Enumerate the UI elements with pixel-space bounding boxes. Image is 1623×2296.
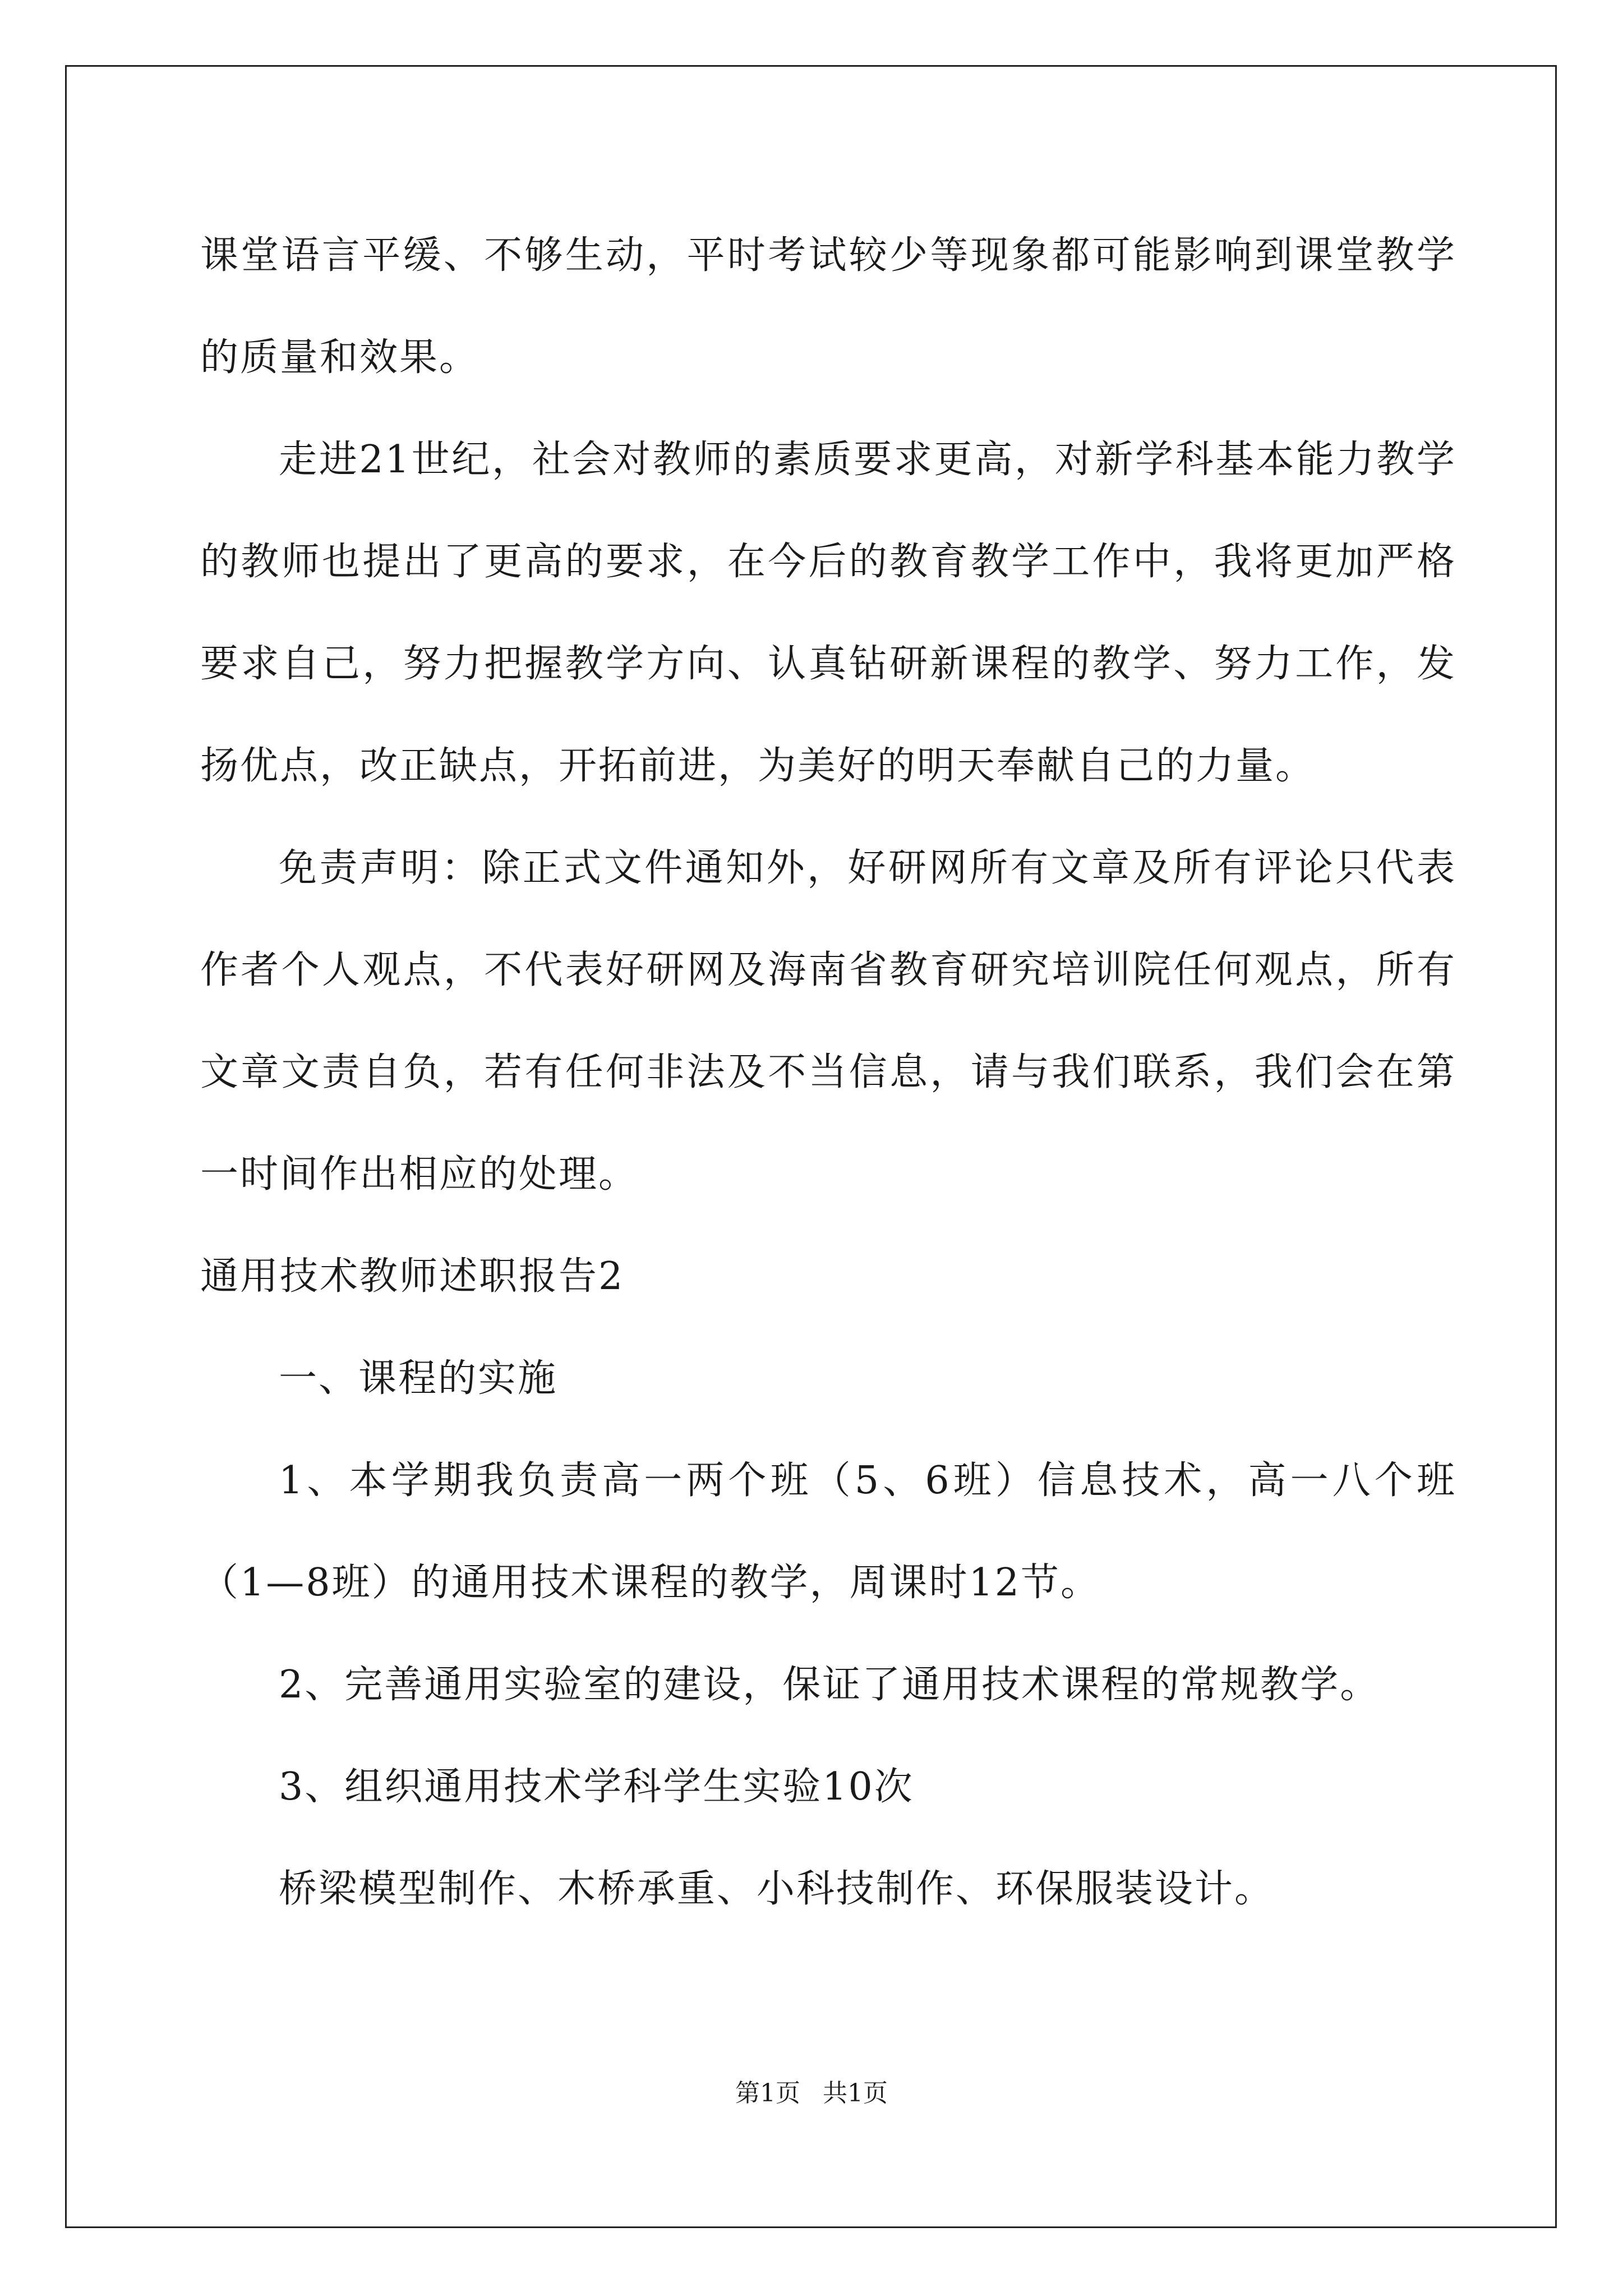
paragraph-continuation: 课堂语言平缓、不够生动，平时考试较少等现象都可能影响到课堂教学的质量和效果。 xyxy=(200,233,1456,380)
paragraph-disclaimer: 免责声明：除正式文件通知外，好研网所有文章及所有评论只代表作者个人观点，不代表好研网及海南省教育研究培训院任何观点，所有文章文责自负，若有任何非法及不当信息，请与我们联系，我们会在第一时间作出相应的处理。 xyxy=(200,846,1456,1197)
page-footer xyxy=(0,2073,1623,2109)
list-item-3: 3、组织通用技术学科学生实验10次 xyxy=(279,1765,914,1809)
page-total: 共1页 xyxy=(823,2079,888,2108)
document-body xyxy=(200,205,1456,1940)
experiment-list: 桥梁模型制作、木桥承重、小科技制作、环保服装设计。 xyxy=(279,1867,1275,1911)
list-item-2: 2、完善通用实验室的建设，保证了通用技术课程的常规教学。 xyxy=(279,1663,1380,1707)
page-number: 第1页 xyxy=(735,2079,800,2108)
subsection-heading: 一、课程的实施 xyxy=(279,1356,558,1401)
list-item-1: 1、本学期我负责高一两个班（5、6班）信息技术，高一八个班（1—8班）的通用技术课程的教学，周课时12节。 xyxy=(200,1458,1456,1605)
paragraph-outlook: 走进21世纪，社会对教师的素质要求更高，对新学科基本能力教学的教师也提出了更高的要求，在今后的教育教学工作中，我将更加严格要求自己，努力把握教学方向、认真钻研新课程的教学、努力工作，发扬优点，改正缺点，开拓前进，为美好的明天奉献自己的力量。 xyxy=(200,438,1456,788)
section-title: 通用技术教师述职报告2 xyxy=(200,1254,625,1299)
